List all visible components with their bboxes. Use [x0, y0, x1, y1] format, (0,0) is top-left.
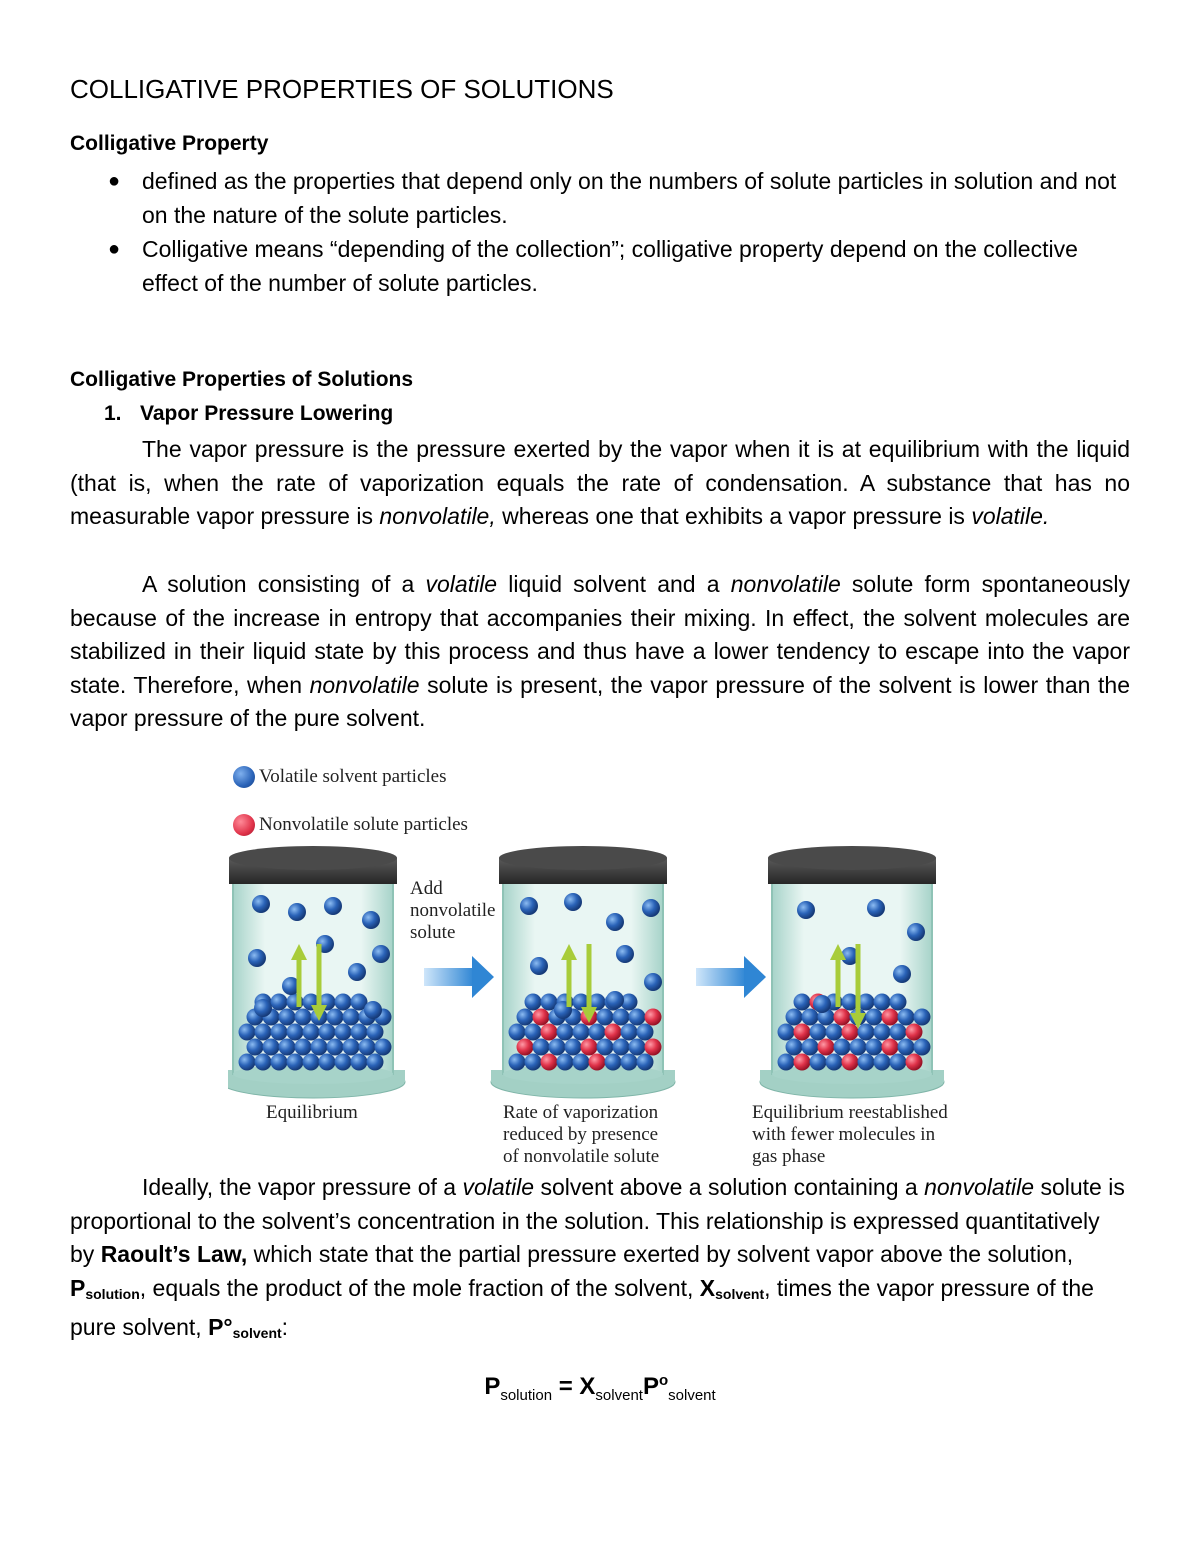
solvent-particle [255, 1024, 272, 1041]
solvent-particle [295, 1039, 312, 1056]
solvent-particle [362, 911, 380, 929]
solvent-particle [509, 1054, 526, 1071]
solute-particle [541, 1054, 558, 1071]
item-title: Vapor Pressure Lowering [140, 402, 394, 425]
solvent-particle [324, 897, 342, 915]
section-heading-colligative-properties: Colligative Properties of Solutions [70, 368, 414, 391]
raoults-law-equation: $P_{solution} = X_{solvent}P^o_{solvent}$ [484, 1372, 716, 1404]
caption-equilibrium: Equilibrium [266, 1102, 358, 1123]
solvent-particle [520, 897, 538, 915]
solvent-particle [287, 1024, 304, 1041]
solvent-particle [802, 1009, 819, 1026]
solute-particle [581, 1039, 598, 1056]
solvent-particle [606, 991, 624, 1009]
solvent-particle [629, 1039, 646, 1056]
solvent-particle [364, 1001, 382, 1019]
solvent-particle [279, 1009, 296, 1026]
reestablish-arrow [696, 956, 766, 998]
container [760, 846, 944, 1098]
solvent-particle [239, 1024, 256, 1041]
solvent-particle [597, 1009, 614, 1026]
solute-particle [605, 1024, 622, 1041]
container [228, 846, 405, 1098]
solvent-particle [597, 1039, 614, 1056]
solvent-particle [525, 1054, 542, 1071]
solvent-particle [239, 1054, 256, 1071]
solvent-particle [564, 893, 582, 911]
solute-particle [645, 1039, 662, 1056]
solvent-particle [613, 1039, 630, 1056]
solvent-particle [605, 1054, 622, 1071]
solvent-particle [893, 965, 911, 983]
solvent-particle [372, 945, 390, 963]
solvent-particle [914, 1039, 931, 1056]
paragraph-raoults-law: Ideally, the vapor pressure of a volatile solvent above a solution containing a nonvolatile solute is proportional to the solvent’s concentration in the solution. This relationship is expressed quantitatively by Raoult’s Law, which state that the partial pressure exerted by solvent vapor above the solution, $P_{solution}$, equals the product of the mole fraction of the solvent, $X_{solvent}$, times the vapor pressure of the pure solvent, $P^\circ_{solvent}$: [70, 1174, 1125, 1342]
arrow-label: Add nonvolatile solute [410, 878, 496, 943]
solvent-particle [621, 1024, 638, 1041]
solvent-particle [303, 1054, 320, 1071]
solvent-particle [826, 1054, 843, 1071]
solvent-particle [616, 945, 634, 963]
solvent-particle [850, 1039, 867, 1056]
solvent-particle [573, 1024, 590, 1041]
solute-particle [906, 1024, 923, 1041]
solvent-particle [573, 1054, 590, 1071]
solvent-particle [288, 903, 306, 921]
list-item: ● Colligative means “depending of the collection”; colligative property depend on the collective effect of the number of solute particles. [70, 232, 1130, 300]
solvent-particle [858, 1024, 875, 1041]
solvent-particle [530, 957, 548, 975]
solute-particle [794, 1054, 811, 1071]
solvent-particle [890, 994, 907, 1011]
solvent-particle [295, 1009, 312, 1026]
solvent-particle [890, 1054, 907, 1071]
solvent-particle [589, 1024, 606, 1041]
solute-particle [517, 1039, 534, 1056]
solvent-particle [279, 1039, 296, 1056]
solvent-particle [874, 994, 891, 1011]
solvent-particle [343, 1039, 360, 1056]
solvent-particle [866, 1009, 883, 1026]
bullet-icon: ● [108, 238, 121, 260]
solvent-particle [335, 994, 352, 1011]
container [491, 846, 675, 1098]
paragraph-vapor-pressure: The vapor pressure is the pressure exerted by the vapor when it is at equilibrium with the liquid (that is, when the rate of vaporization equals the rate of condensation. A substance that has no measurable vapor pressure is nonvolatile, whereas one that exhibits a vapor pressure is volatile. [70, 436, 1130, 530]
solvent-particle [303, 1024, 320, 1041]
solvent-particle [898, 1039, 915, 1056]
solute-particle [906, 1054, 923, 1071]
solvent-particle [778, 1054, 795, 1071]
solvent-particle [348, 963, 366, 981]
solvent-particle [557, 1054, 574, 1071]
solvent-particle [898, 1009, 915, 1026]
solvent-particle [343, 1009, 360, 1026]
solvent-particle [255, 1054, 272, 1071]
solvent-particle [810, 1024, 827, 1041]
solvent-particle [786, 1009, 803, 1026]
solvent-particle [335, 1054, 352, 1071]
solvent-particle [271, 1054, 288, 1071]
solute-particle [541, 1024, 558, 1041]
solvent-particle [914, 1009, 931, 1026]
list-item: ● defined as the properties that depend only on the numbers of solute particles in solution and not on the nature of the solute particles. [70, 164, 1130, 232]
solvent-particle [867, 899, 885, 917]
solvent-particle [525, 1024, 542, 1041]
solvent-particle [642, 899, 660, 917]
solvent-particle [565, 1039, 582, 1056]
solvent-particle [375, 1039, 392, 1056]
solvent-particle [533, 1039, 550, 1056]
solvent-particle [549, 1039, 566, 1056]
solvent-particle [778, 1024, 795, 1041]
solvent-particle [319, 1024, 336, 1041]
solute-particle [645, 1009, 662, 1026]
solvent-particle [890, 1024, 907, 1041]
solvent-particle [367, 1054, 384, 1071]
solvent-particle [254, 999, 272, 1017]
solvent-particle [907, 923, 925, 941]
solvent-particle [367, 1024, 384, 1041]
solvent-particle [637, 1054, 654, 1071]
solvent-particle [327, 1009, 344, 1026]
solvent-particle [311, 1039, 328, 1056]
solvent-particle [786, 1039, 803, 1056]
solute-particle [842, 1054, 859, 1071]
solvent-particle [287, 1054, 304, 1071]
solvent-particle [606, 913, 624, 931]
definition-list [70, 164, 1130, 300]
solute-particle [818, 1039, 835, 1056]
solvent-particle [866, 1039, 883, 1056]
solvent-particle [813, 995, 831, 1013]
solvent-particle [351, 1024, 368, 1041]
solvent-particle [826, 1024, 843, 1041]
solvent-particle [637, 1024, 654, 1041]
solvent-particle [359, 1039, 376, 1056]
vapor-pressure-figure [228, 758, 1008, 1178]
solvent-particle [252, 895, 270, 913]
solute-particle [834, 1009, 851, 1026]
solvent-particle [351, 1054, 368, 1071]
section-heading-colligative-property: Colligative Property [70, 132, 269, 155]
solvent-particle [271, 994, 288, 1011]
item-number: 1. [104, 402, 122, 425]
solvent-particle [810, 1054, 827, 1071]
solvent-particle [621, 1054, 638, 1071]
solvent-particle [794, 994, 811, 1011]
legend-volatile: Volatile solvent particles [233, 766, 447, 788]
solvent-particle [629, 1009, 646, 1026]
solvent-particle [613, 1009, 630, 1026]
solvent-particle [263, 1039, 280, 1056]
solute-particle [882, 1009, 899, 1026]
solvent-particle [834, 1039, 851, 1056]
solvent-particle [557, 1024, 574, 1041]
solute-particle [882, 1039, 899, 1056]
solvent-particle [802, 1039, 819, 1056]
solvent-particle [335, 1024, 352, 1041]
solute-particle [794, 1024, 811, 1041]
caption-equilibrium-reestablished: Equilibrium reestablished with fewer molecules in gas phase [752, 1102, 948, 1167]
solvent-particle [874, 1054, 891, 1071]
solute-particle [842, 1024, 859, 1041]
solvent-particle [248, 949, 266, 967]
solvent-particle [517, 1009, 534, 1026]
solvent-particle [319, 1054, 336, 1071]
document-title: COLLIGATIVE PROPERTIES OF SOLUTIONS [70, 74, 614, 104]
solvent-particle [509, 1024, 526, 1041]
solvent-particle [247, 1039, 264, 1056]
solvent-particle [874, 1024, 891, 1041]
solvent-particle [644, 973, 662, 991]
paragraph-solution: A solution consisting of a volatile liquid solvent and a nonvolatile solute form spontaneously because of the increase in entropy that accompanies their mixing. In effect, the solvent molecules are stabilized in their liquid state by this process and thus have a lower tendency to escape into the vapor state. Therefore, when nonvolatile solute is present, the vapor pressure of the solvent is lower than the vapor pressure of the pure solvent. [70, 571, 1130, 732]
legend-nonvolatile: Nonvolatile solute particles [233, 814, 468, 836]
caption-rate-of-vaporization: Rate of vaporization reduced by presence of nonvolatile solute [503, 1102, 660, 1167]
solvent-particle [271, 1024, 288, 1041]
solvent-particle [858, 1054, 875, 1071]
bullet-icon: ● [108, 170, 121, 192]
solvent-particle [525, 994, 542, 1011]
add-solute-arrow [424, 956, 494, 998]
solute-particle [589, 1054, 606, 1071]
solvent-particle [327, 1039, 344, 1056]
solute-particle [533, 1009, 550, 1026]
numbered-heading-vapor-pressure-lowering [104, 402, 393, 426]
solvent-particle [797, 901, 815, 919]
